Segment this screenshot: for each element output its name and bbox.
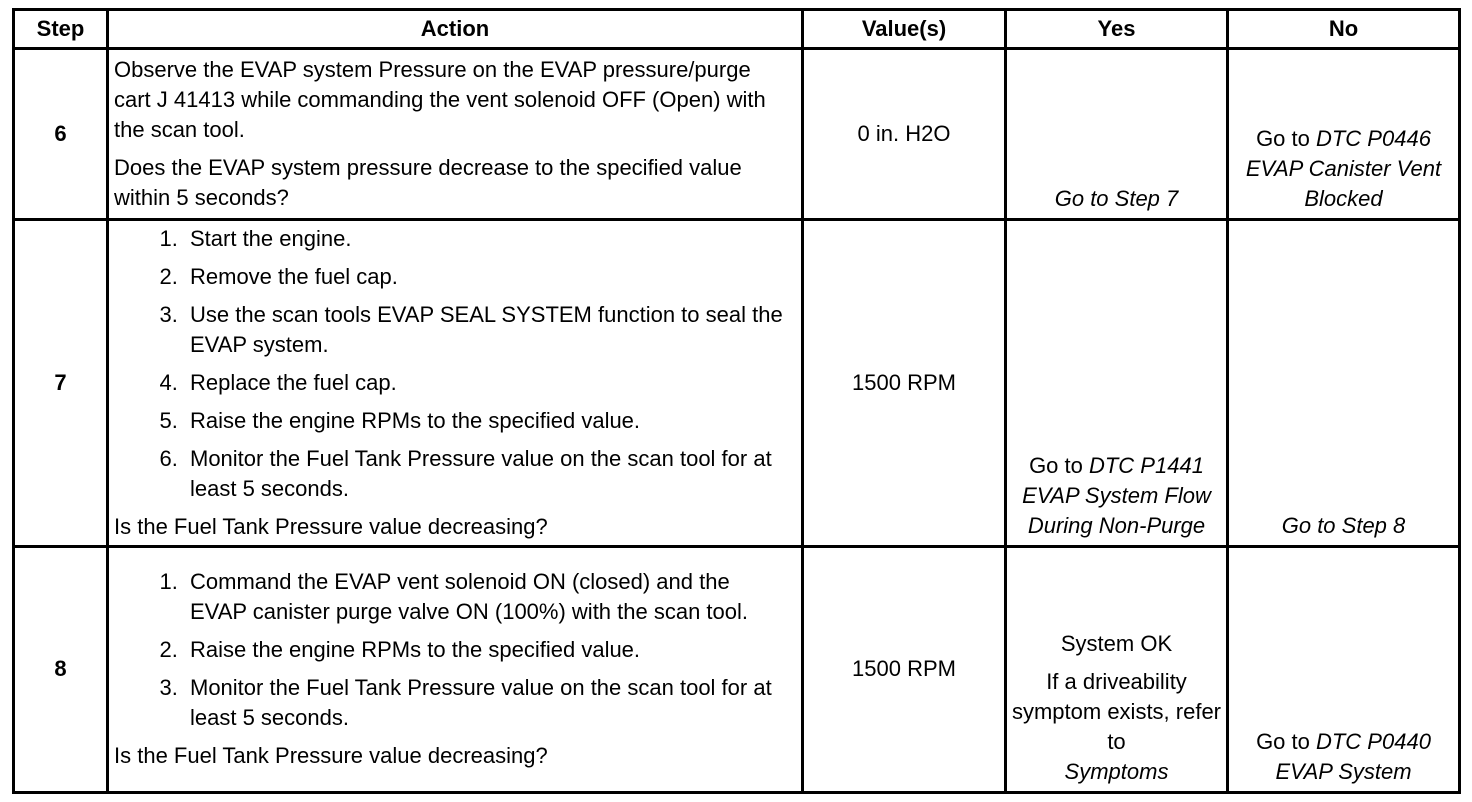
header-step: Step <box>14 10 108 49</box>
no-link-description[interactable]: EVAP Canister Vent Blocked <box>1245 156 1442 212</box>
action-step-item: 4. Replace the fuel cap. <box>184 368 791 398</box>
header-row <box>14 10 1460 49</box>
action-step-item: 6. Monitor the Fuel Tank Pressure value on the scan tool for at least 5 seconds. <box>184 444 791 504</box>
no-cell <box>1228 220 1460 547</box>
action-step-item: 2. Raise the engine RPMs to the specified value. <box>184 635 791 665</box>
step-number: 7 <box>14 220 108 547</box>
action-step-item: 3. Monitor the Fuel Tank Pressure value on the scan tool for at least 5 seconds. <box>184 673 791 733</box>
action-step-item: 5. Raise the engine RPMs to the specified value. <box>184 406 791 436</box>
table-row-step-7 <box>14 220 1460 547</box>
yes-cell <box>1006 220 1228 547</box>
no-link-dtc[interactable]: DTC P0440 <box>1315 729 1431 754</box>
value-cell: 0 in. H2O <box>803 49 1006 220</box>
header-action: Action <box>108 10 803 49</box>
action-step-item: 1. Command the EVAP vent solenoid ON (closed) and the EVAP canister purge valve ON (100%) with the scan tool. <box>184 567 791 627</box>
no-link-description[interactable]: EVAP System <box>1275 759 1412 784</box>
header-no: No <box>1228 10 1460 49</box>
header-values: Value(s) <box>803 10 1006 49</box>
no-prefix: Go to <box>1256 126 1316 152</box>
action-cell <box>108 546 803 792</box>
yes-link-step-7[interactable]: Go to Step 7 <box>1054 186 1179 212</box>
header-yes: Yes <box>1006 10 1228 49</box>
no-cell <box>1228 546 1460 792</box>
action-step-item: 2. Remove the fuel cap. <box>184 262 791 292</box>
yes-link-symptoms[interactable]: Symptoms <box>1064 759 1169 784</box>
step-number: 6 <box>14 49 108 220</box>
value-cell: 1500 RPM <box>803 546 1006 792</box>
action-cell <box>108 220 803 547</box>
action-question: Is the Fuel Tank Pressure value decreasing? <box>114 513 548 539</box>
yes-symptom-note: If a driveability symptom exists, refer to <box>1011 669 1222 754</box>
no-prefix: Go to <box>1256 729 1316 754</box>
action-steps-list <box>114 567 791 733</box>
no-link-dtc[interactable]: DTC P0446 <box>1315 126 1431 152</box>
action-step-item: 3. Use the scan tools EVAP SEAL SYSTEM function to seal the EVAP system. <box>184 300 791 360</box>
yes-link-description[interactable]: EVAP System Flow During Non-Purge <box>1022 482 1211 538</box>
yes-cell <box>1006 546 1228 792</box>
no-cell <box>1228 49 1460 220</box>
action-steps-list <box>114 224 791 504</box>
action-question: Does the EVAP system pressure decrease to the specified value within 5 seconds? <box>114 155 742 211</box>
yes-system-ok: System OK <box>1060 631 1173 656</box>
table-row-step-6 <box>14 49 1460 220</box>
value-cell: 1500 RPM <box>803 220 1006 547</box>
action-text: Observe the EVAP system Pressure on the EVAP pressure/purge cart J 41413 while commanding the vent solenoid OFF (Open) with the scan tool. <box>114 57 766 143</box>
yes-prefix: Go to <box>1029 452 1089 478</box>
diagnostic-table <box>12 8 1461 794</box>
action-cell <box>108 49 803 220</box>
action-question: Is the Fuel Tank Pressure value decreasing? <box>114 743 548 769</box>
step-number: 8 <box>14 546 108 792</box>
table-row-step-8 <box>14 546 1460 792</box>
yes-link-dtc[interactable]: DTC P1441 <box>1088 452 1204 478</box>
action-step-item: 1. Start the engine. <box>184 224 791 254</box>
no-link-step-8[interactable]: Go to Step 8 <box>1281 512 1406 538</box>
yes-cell <box>1006 49 1228 220</box>
